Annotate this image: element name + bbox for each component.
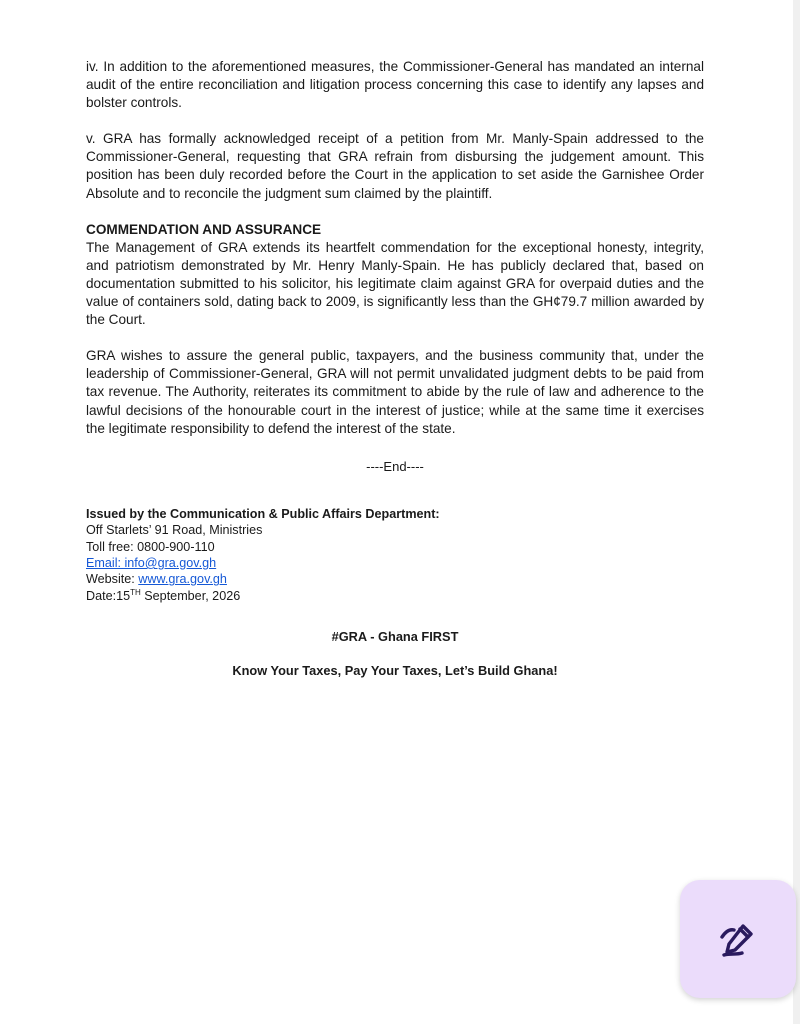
address-line: Off Starlets’ 91 Road, Ministries bbox=[86, 523, 263, 538]
date-superscript: TH bbox=[130, 587, 141, 597]
website-link[interactable]: www.gra.gov.gh bbox=[138, 572, 227, 587]
date-suffix: September, 2026 bbox=[140, 588, 241, 603]
issued-by-title: Issued by the Communication & Public Affairs Department: bbox=[86, 506, 440, 521]
draw-pen-icon bbox=[716, 917, 760, 961]
website-line bbox=[86, 571, 704, 587]
paragraph-iv: iv. In addition to the aforementioned measures, the Commissioner-General has mandated an internal audit of the entire reconciliation and litigation process concerning this case to identify any lapses and bolster controls. bbox=[86, 59, 704, 111]
date-prefix: Date:15 bbox=[86, 588, 131, 603]
paragraph-commendation: The Management of GRA extends its heartfelt commendation for the exceptional honesty, integrity, and patriotism demonstrated by Mr. Henry Manly-Spain. He has publicly declared that, based on documentation submitted to his solicitor, his legitimate claim against GRA for overpaid duties and the value of containers sold, dating back to 2009, is significantly less than the GH¢79.7 million awarded by the Court. bbox=[86, 239, 704, 328]
paragraph-v: v. GRA has formally acknowledged receipt of a petition from Mr. Manly-Spain addressed to the Commissioner-General, requesting that GRA refrain from disbursing the judgement amount. This position has been duly recorded before the Court in the application to set aside the Garnishee Order Absolute and to reconcile the judgment sum claimed by the plaintiff. bbox=[86, 131, 704, 201]
paragraph-assurance: GRA wishes to assure the general public, taxpayers, and the business community that, under the leadership of Commissioner-General, GRA will not permit unvalidated judgment debts to be paid from tax revenue. The Authority, reiterates its commitment to abide by the rule of law and adherence to the lawful decisions of the honourable court in the interest of justice; while at the same time it exercises the legitimate responsibility to defend the interest of the state. bbox=[86, 348, 704, 436]
slogan-line: Know Your Taxes, Pay Your Taxes, Let’s Build Ghana! bbox=[232, 663, 558, 679]
draw-fab-button[interactable] bbox=[680, 880, 796, 998]
issued-by-block bbox=[86, 506, 704, 604]
end-marker: ----End---- bbox=[366, 458, 424, 474]
date-line bbox=[86, 588, 704, 604]
section-heading: COMMENDATION AND ASSURANCE bbox=[86, 221, 322, 237]
document-page bbox=[86, 58, 704, 680]
toll-free-line: Toll free: 0800-900-110 bbox=[86, 539, 215, 554]
scrollbar-track[interactable] bbox=[793, 0, 800, 1024]
hashtag-line: #GRA - Ghana FIRST bbox=[331, 629, 459, 645]
website-label: Website: bbox=[86, 572, 139, 587]
email-link[interactable]: Email: info@gra.gov.gh bbox=[86, 556, 217, 570]
